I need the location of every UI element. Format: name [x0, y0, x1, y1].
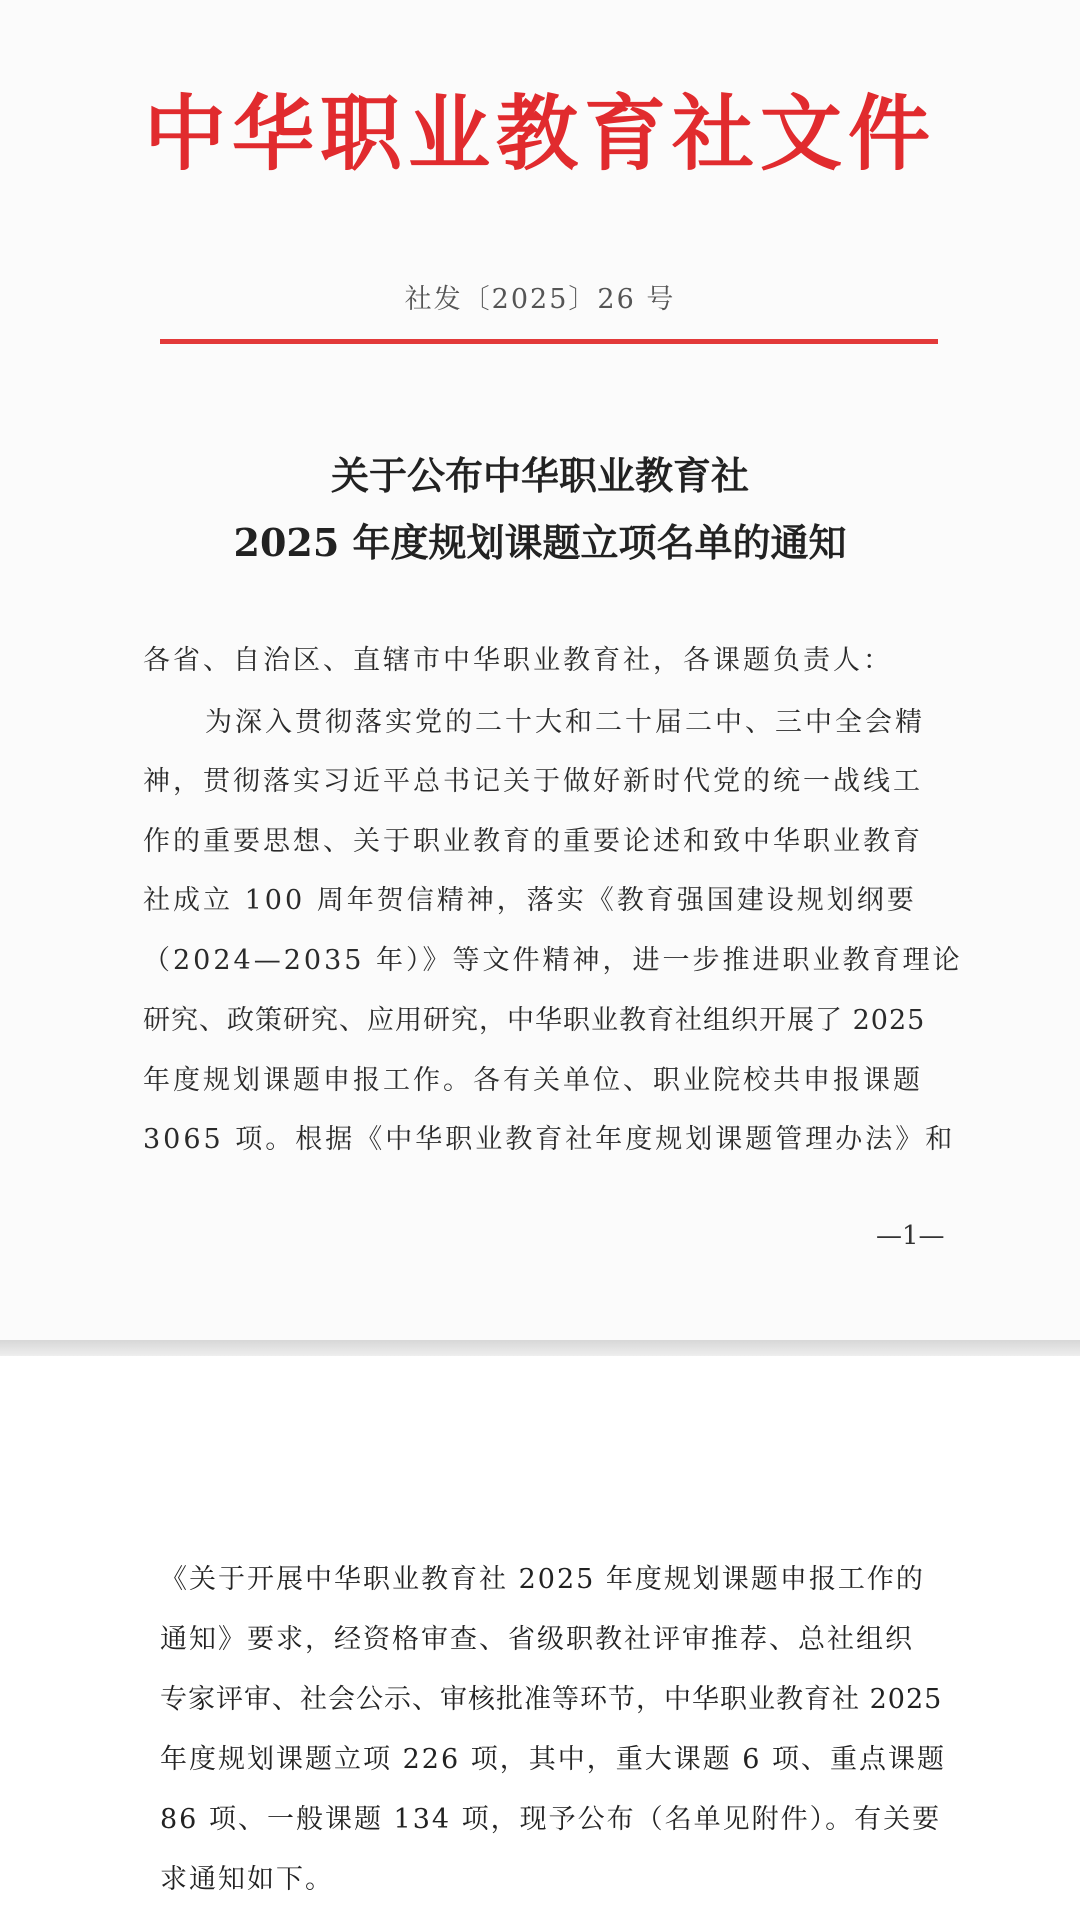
body-line: 作的重要思想、关于职业教育的重要论述和致中华职业教育 — [143, 826, 923, 857]
body-line: 专家评审、社会公示、审核批准等环节，中华职业教育社 2025 — [160, 1684, 943, 1715]
body-line: 年度规划课题申报工作。各有关单位、职业院校共申报课题 — [143, 1065, 923, 1096]
body-line: 社成立 100 周年贺信精神，落实《教育强国建设规划纲要 — [143, 885, 917, 916]
body-line: 3065 项。根据《中华职业教育社年度规划课题管理办法》和 — [143, 1124, 956, 1155]
body-line: 神，贯彻落实习近平总书记关于做好新时代党的统一战线工 — [143, 766, 923, 797]
red-divider-line — [160, 339, 938, 344]
body-line: 为深入贯彻落实党的二十大和二十届二中、三中全会精 — [205, 707, 925, 738]
page-separator — [0, 1340, 1080, 1356]
body-line: 研究、政策研究、应用研究，中华职业教育社组织开展了 2025 — [143, 1005, 926, 1036]
body-line: 《关于开展中华职业教育社 2025 年度规划课题申报工作的 — [160, 1564, 925, 1595]
document-page-2 — [0, 1356, 1080, 1926]
body-line: 求通知如下。 — [160, 1864, 334, 1895]
document-number: 社发〔2025〕26 号 — [404, 284, 676, 315]
body-line: （2024—2035 年）》等文件精神，进一步推进职业教育理论 — [143, 945, 963, 976]
page-number: —1— — [876, 1221, 945, 1251]
notice-title-line-2: 2025 年度规划课题立项名单的通知 — [233, 520, 847, 565]
notice-title-line-1: 关于公布中华职业教育社 — [330, 453, 749, 498]
body-line: 86 项、一般课题 134 项，现予公布（名单见附件）。有关要 — [160, 1804, 942, 1835]
body-line: 通知》要求，经资格审查、省级职教社评审推荐、总社组织 — [160, 1624, 914, 1655]
salutation: 各省、自治区、直辖市中华职业教育社，各课题负责人： — [143, 645, 893, 676]
document-masthead: 中华职业教育社文件 — [143, 87, 936, 182]
body-line: 年度规划课题立项 226 项，其中，重大课题 6 项、重点课题 — [160, 1744, 947, 1775]
